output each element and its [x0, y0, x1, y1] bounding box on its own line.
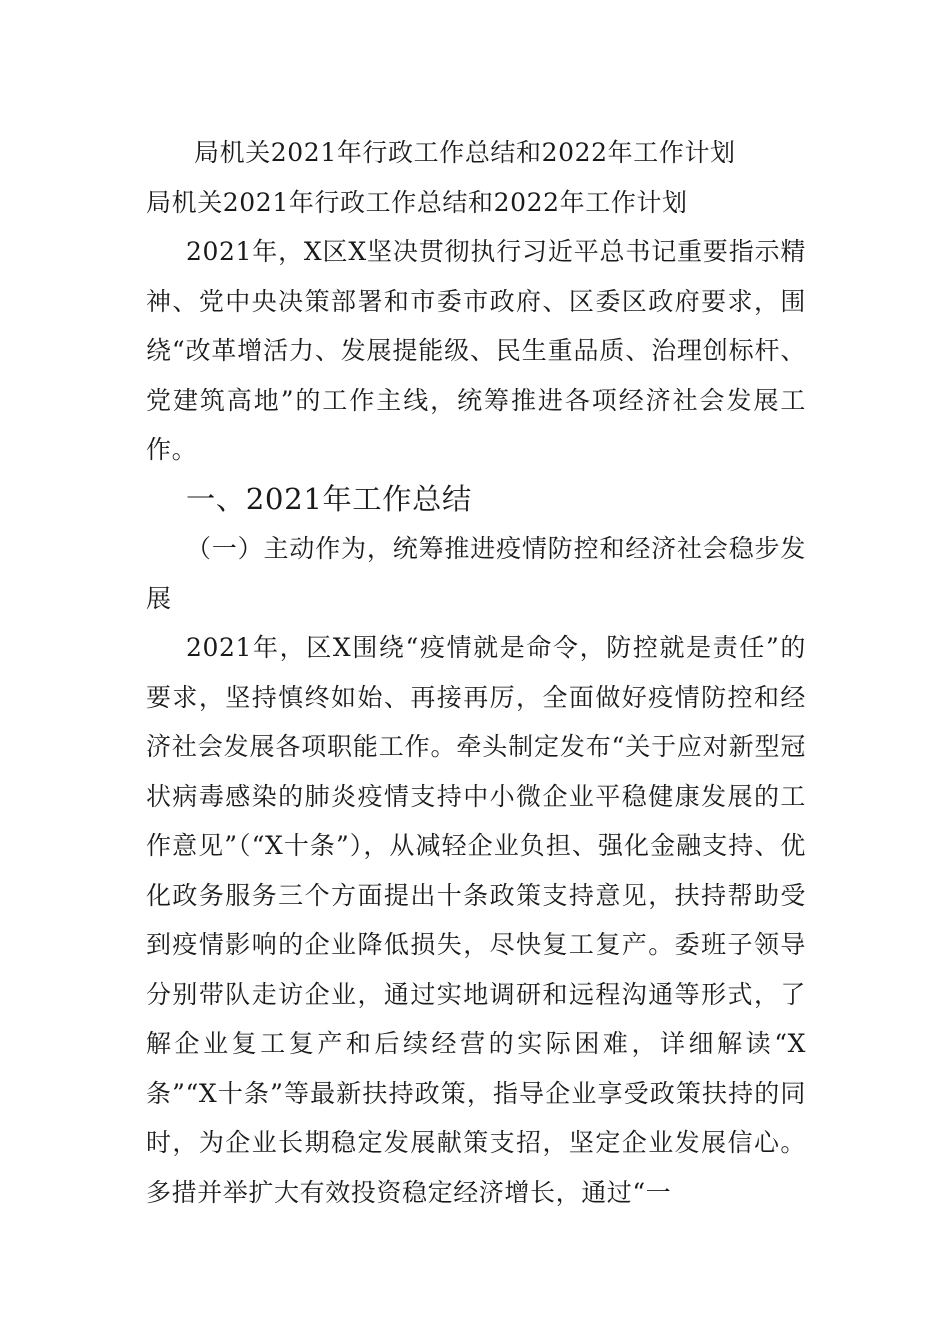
intro-paragraph: 2021年，X区X坚决贯彻执行习近平总书记重要指示精神、党中央决策部署和市委市政府、区委区政府要求，围绕“改革增活力、发展提能级、民生重品质、治理创标杆、党建筑高地”的工作主线，统筹推进各项经济社会发展工作。	[146, 237, 806, 464]
body-paragraph: 2021年，区X围绕“疫情就是命令，防控就是责任”的要求，坚持慎终如始、再接再厉，全面做好疫情防控和经济社会发展各项职能工作。牵头制定发布“关于应对新型冠状病毒感染的肺炎疫情支持中小微企业平稳健康发展的工作意见”（“X十条”），从减轻企业负担、强化金融支持、优化政务服务三个方面提出十条政策支持意见，扶持帮助受到疫情影响的企业降低损失，尽快复工复产。委班子领导分别带队走访企业，通过实地调研和远程沟通等形式，了解企业复工复产和后续经营的实际困难，详细解读“X条”“X十条”等最新扶持政策，指导企业享受政策扶持的同时，为企业长期稳定发展献策支招，坚定企业发展信心。多措并举扩大有效投资稳定经济增长，通过“一	[146, 633, 806, 1207]
document-title: 局机关2021年行政工作总结和2022年工作计划	[194, 138, 736, 167]
subsection-heading: （一）主动作为，统筹推进疫情防控和经济社会稳步发展	[146, 534, 806, 613]
document-title-repeat: 局机关2021年行政工作总结和2022年工作计划	[146, 187, 688, 217]
section-heading: 一、2021年工作总结	[186, 481, 472, 516]
document-body	[146, 128, 806, 1217]
